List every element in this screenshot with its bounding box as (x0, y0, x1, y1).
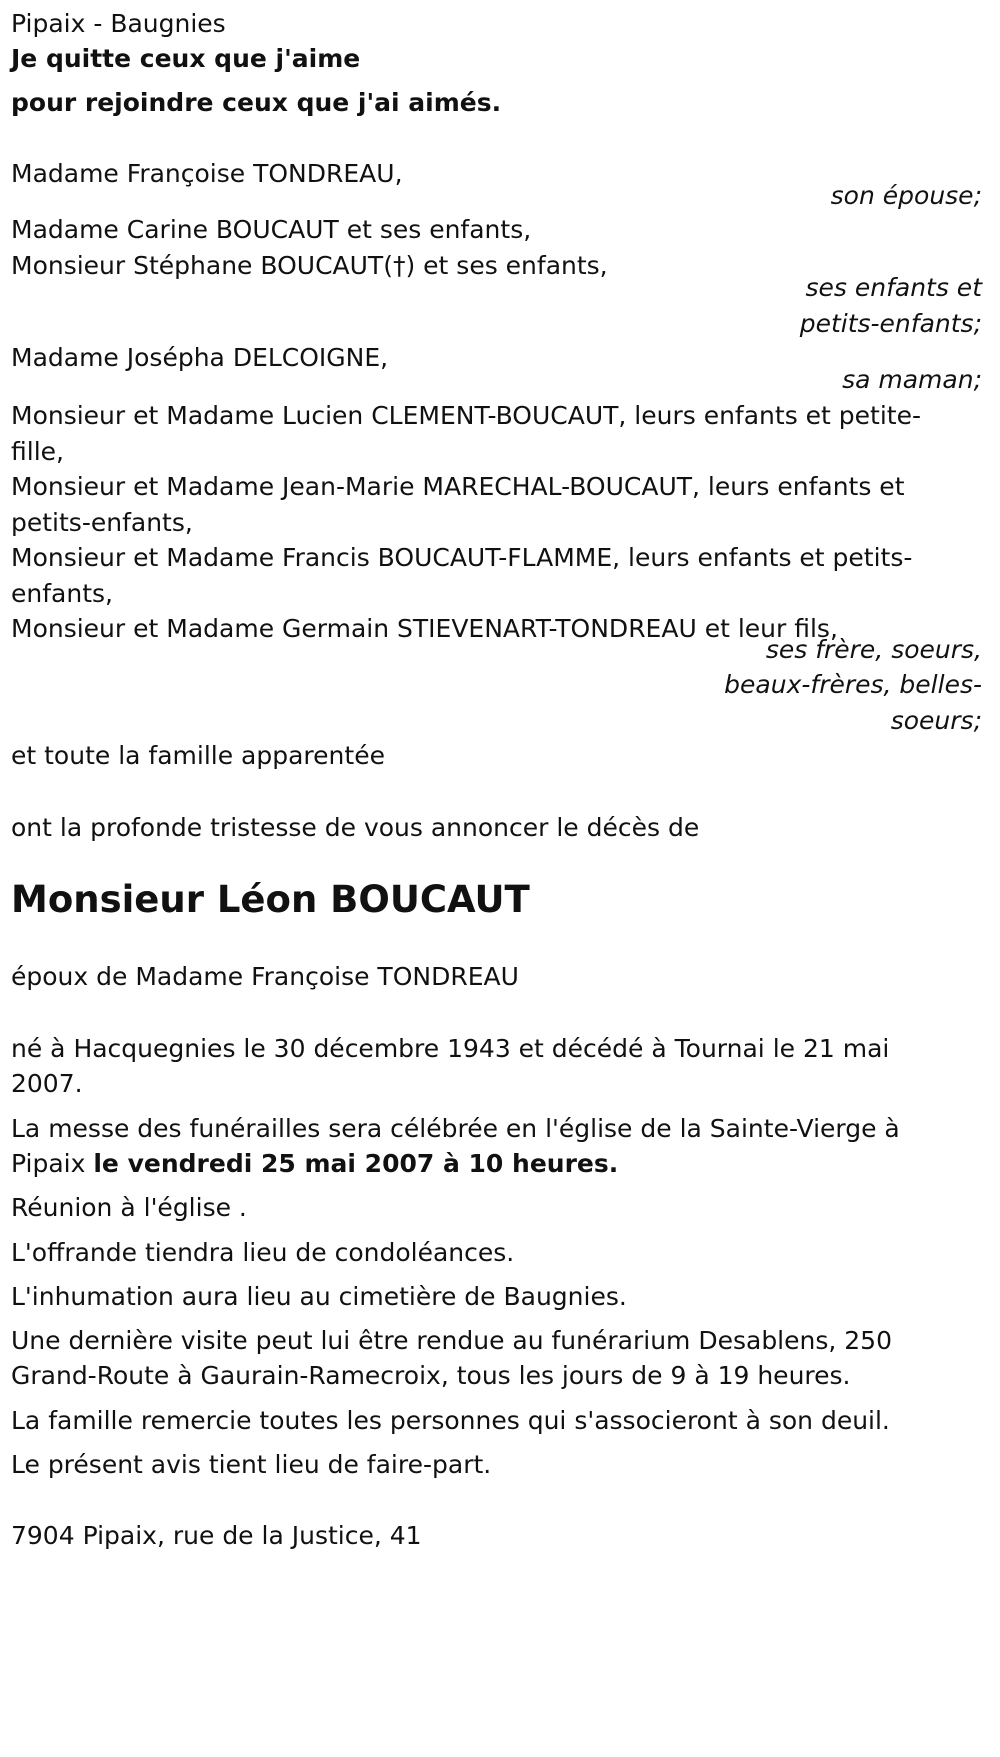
offering: L'offrande tiendra lieu de condoléances. (11, 1238, 515, 1267)
notice: Le présent avis tient lieu de faire-part. (11, 1450, 492, 1479)
spouse-of: époux de Madame Françoise TONDREAU (11, 962, 519, 991)
spouse-name: Madame Françoise TONDREAU, (11, 159, 403, 188)
sibling-1a: Monsieur et Madame Lucien CLEMENT-BOUCAUT, leurs enfants et petite- (11, 401, 921, 430)
birth-death-1: né à Hacquegnies le 30 décembre 1943 et décédé à Tournai le 21 mai (11, 1034, 890, 1063)
sibling-2b: petits-enfants, (11, 508, 193, 537)
sibling-4: Monsieur et Madame Germain STIEVENART-TONDREAU et leur fils, (11, 614, 838, 643)
deceased-name: Monsieur Léon BOUCAUT (11, 878, 530, 921)
mother-role: sa maman; (842, 365, 982, 394)
thanks: La famille remercie toutes les personnes qui s'associeront à son deuil. (11, 1406, 890, 1435)
sibling-2a: Monsieur et Madame Jean-Marie MARECHAL-BOUCAUT, leurs enfants et (11, 472, 905, 501)
mass-line-2 (11, 1144, 618, 1184)
birth-death-2: 2007. (11, 1069, 83, 1098)
quote-line-2: pour rejoindre ceux que j'ai aimés. (11, 88, 502, 117)
sibling-3b: enfants, (11, 579, 113, 608)
siblings-role-1: ses frère, soeurs, (765, 635, 982, 664)
siblings-role-3: soeurs; (890, 706, 982, 735)
mass-date: le vendredi 25 mai 2007 à 10 heures. (93, 1149, 619, 1178)
child-2: Monsieur Stéphane BOUCAUT(†) et ses enfants, (11, 251, 608, 280)
quote-line-1: Je quitte ceux que j'aime (11, 44, 361, 73)
children-role-2: petits-enfants; (799, 309, 982, 338)
extended-family: et toute la famille apparentée (11, 741, 385, 770)
children-role-1: ses enfants et (805, 273, 982, 302)
visit-line-2: Grand-Route à Gaurain-Ramecroix, tous les jours de 9 à 19 heures. (11, 1361, 851, 1390)
address: 7904 Pipaix, rue de la Justice, 41 (11, 1521, 422, 1550)
mass-line-1: La messe des funérailles sera célébrée en l'église de la Sainte-Vierge à (11, 1114, 900, 1143)
mass-location: Pipaix (11, 1149, 94, 1178)
location-header: Pipaix - Baugnies (11, 9, 226, 38)
burial: L'inhumation aura lieu au cimetière de Baugnies. (11, 1282, 627, 1311)
visit-line-1: Une dernière visite peut lui être rendue au funérarium Desablens, 250 (11, 1326, 892, 1355)
announcement-intro: ont la profonde tristesse de vous annoncer le décès de (11, 813, 700, 842)
mother-name: Madame Joséphа DELCOIGNE, (11, 343, 389, 372)
child-1: Madame Carine BOUCAUT et ses enfants, (11, 215, 532, 244)
sibling-3a: Monsieur et Madame Francis BOUCAUT-FLAMME, leurs enfants et petits- (11, 543, 913, 572)
spouse-role: son épouse; (830, 181, 982, 210)
siblings-role-2: beaux-frères, belles- (724, 670, 982, 699)
sibling-1b: fille, (11, 437, 64, 466)
reunion: Réunion à l'église . (11, 1193, 247, 1222)
